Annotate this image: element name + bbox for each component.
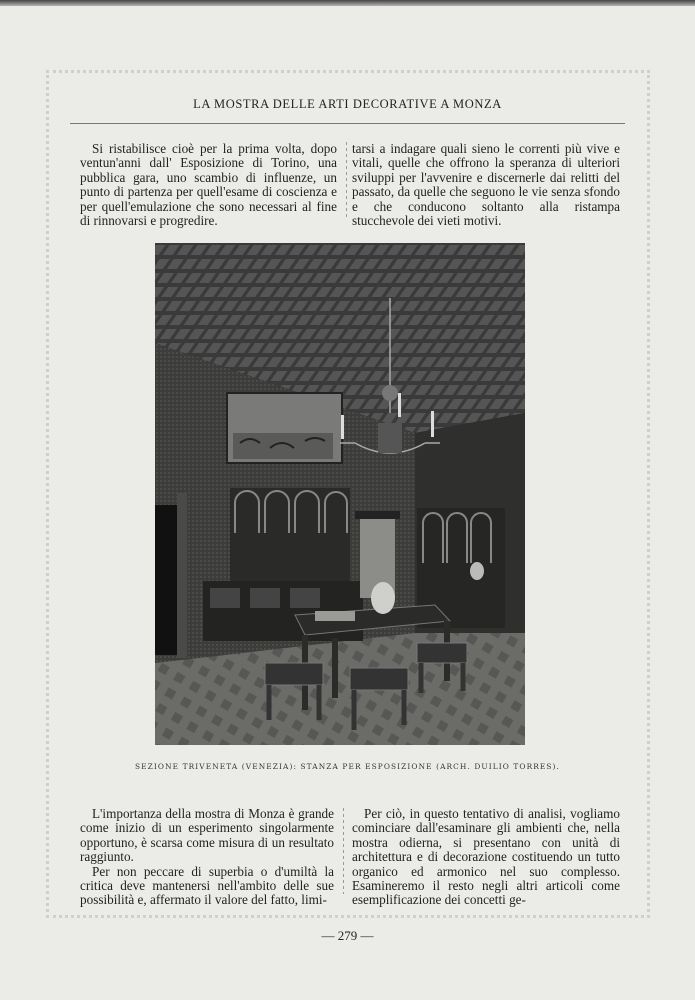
bottom-right-column [352, 807, 620, 908]
paragraph: L'importanza della mostra di Monza è grande come inizio di un esperimento singolarmente opportuno, è scarsa come misura di un resultato raggiunto. [80, 806, 334, 865]
bottom-left-column [80, 807, 334, 908]
top-right-column [352, 142, 620, 228]
room-illustration [155, 243, 525, 745]
paragraph: Per ciò, in questo tentativo di analisi, vogliamo cominciare dall'esaminare gli ambienti che, nella mostra odierna, si presentano con unità di architettura e di decorazione costituendo un tutto organico ed armonico nel suo complesso. Esamineremo il resto negli altri articoli come esemplificazione dei concetti ge- [352, 806, 620, 908]
running-head: LA MOSTRA DELLE ARTI DECORATIVE A MONZA [193, 97, 502, 111]
paragraph: Si ristabilisce cioè per la prima volta, dopo ventun'anni dall' Esposizione di Torino, una pubblica gara, uno scambio di influenze, un punto di partenza per quell'esame di coscienza e per quell'emulazione che sono necessari al fine di rinnovarsi e progredire. [80, 141, 337, 229]
paragraph: tarsi a indagare quali sieno le correnti più vive e vitali, quelle che offrono la speranza di ulteriori sviluppi per l'avvenire e discernerle dai relitti del passato, da quelle che seguono le vie senza sfondo e che conducono soltanto alla ristampa stucchevole dei vieti motivi. [352, 141, 620, 229]
top-left-column [80, 142, 337, 228]
page-number: — 279 — [321, 928, 374, 943]
paragraph: Per non peccare di superbia o d'umiltà la critica deve mantenersi nell'ambito delle sue possibilità e, affermato il valore del fatto, limi- [80, 863, 334, 908]
header-rule [70, 123, 625, 124]
photo-caption: SEZIONE TRIVENETA (VENEZIA): STANZA PER ESPOSIZIONE (ARCH. DUILIO TORRES). [135, 762, 560, 771]
column-divider [343, 808, 344, 894]
column-divider [346, 142, 347, 220]
photograph-exhibition-room [155, 243, 525, 745]
page-edge-strip [0, 0, 695, 6]
